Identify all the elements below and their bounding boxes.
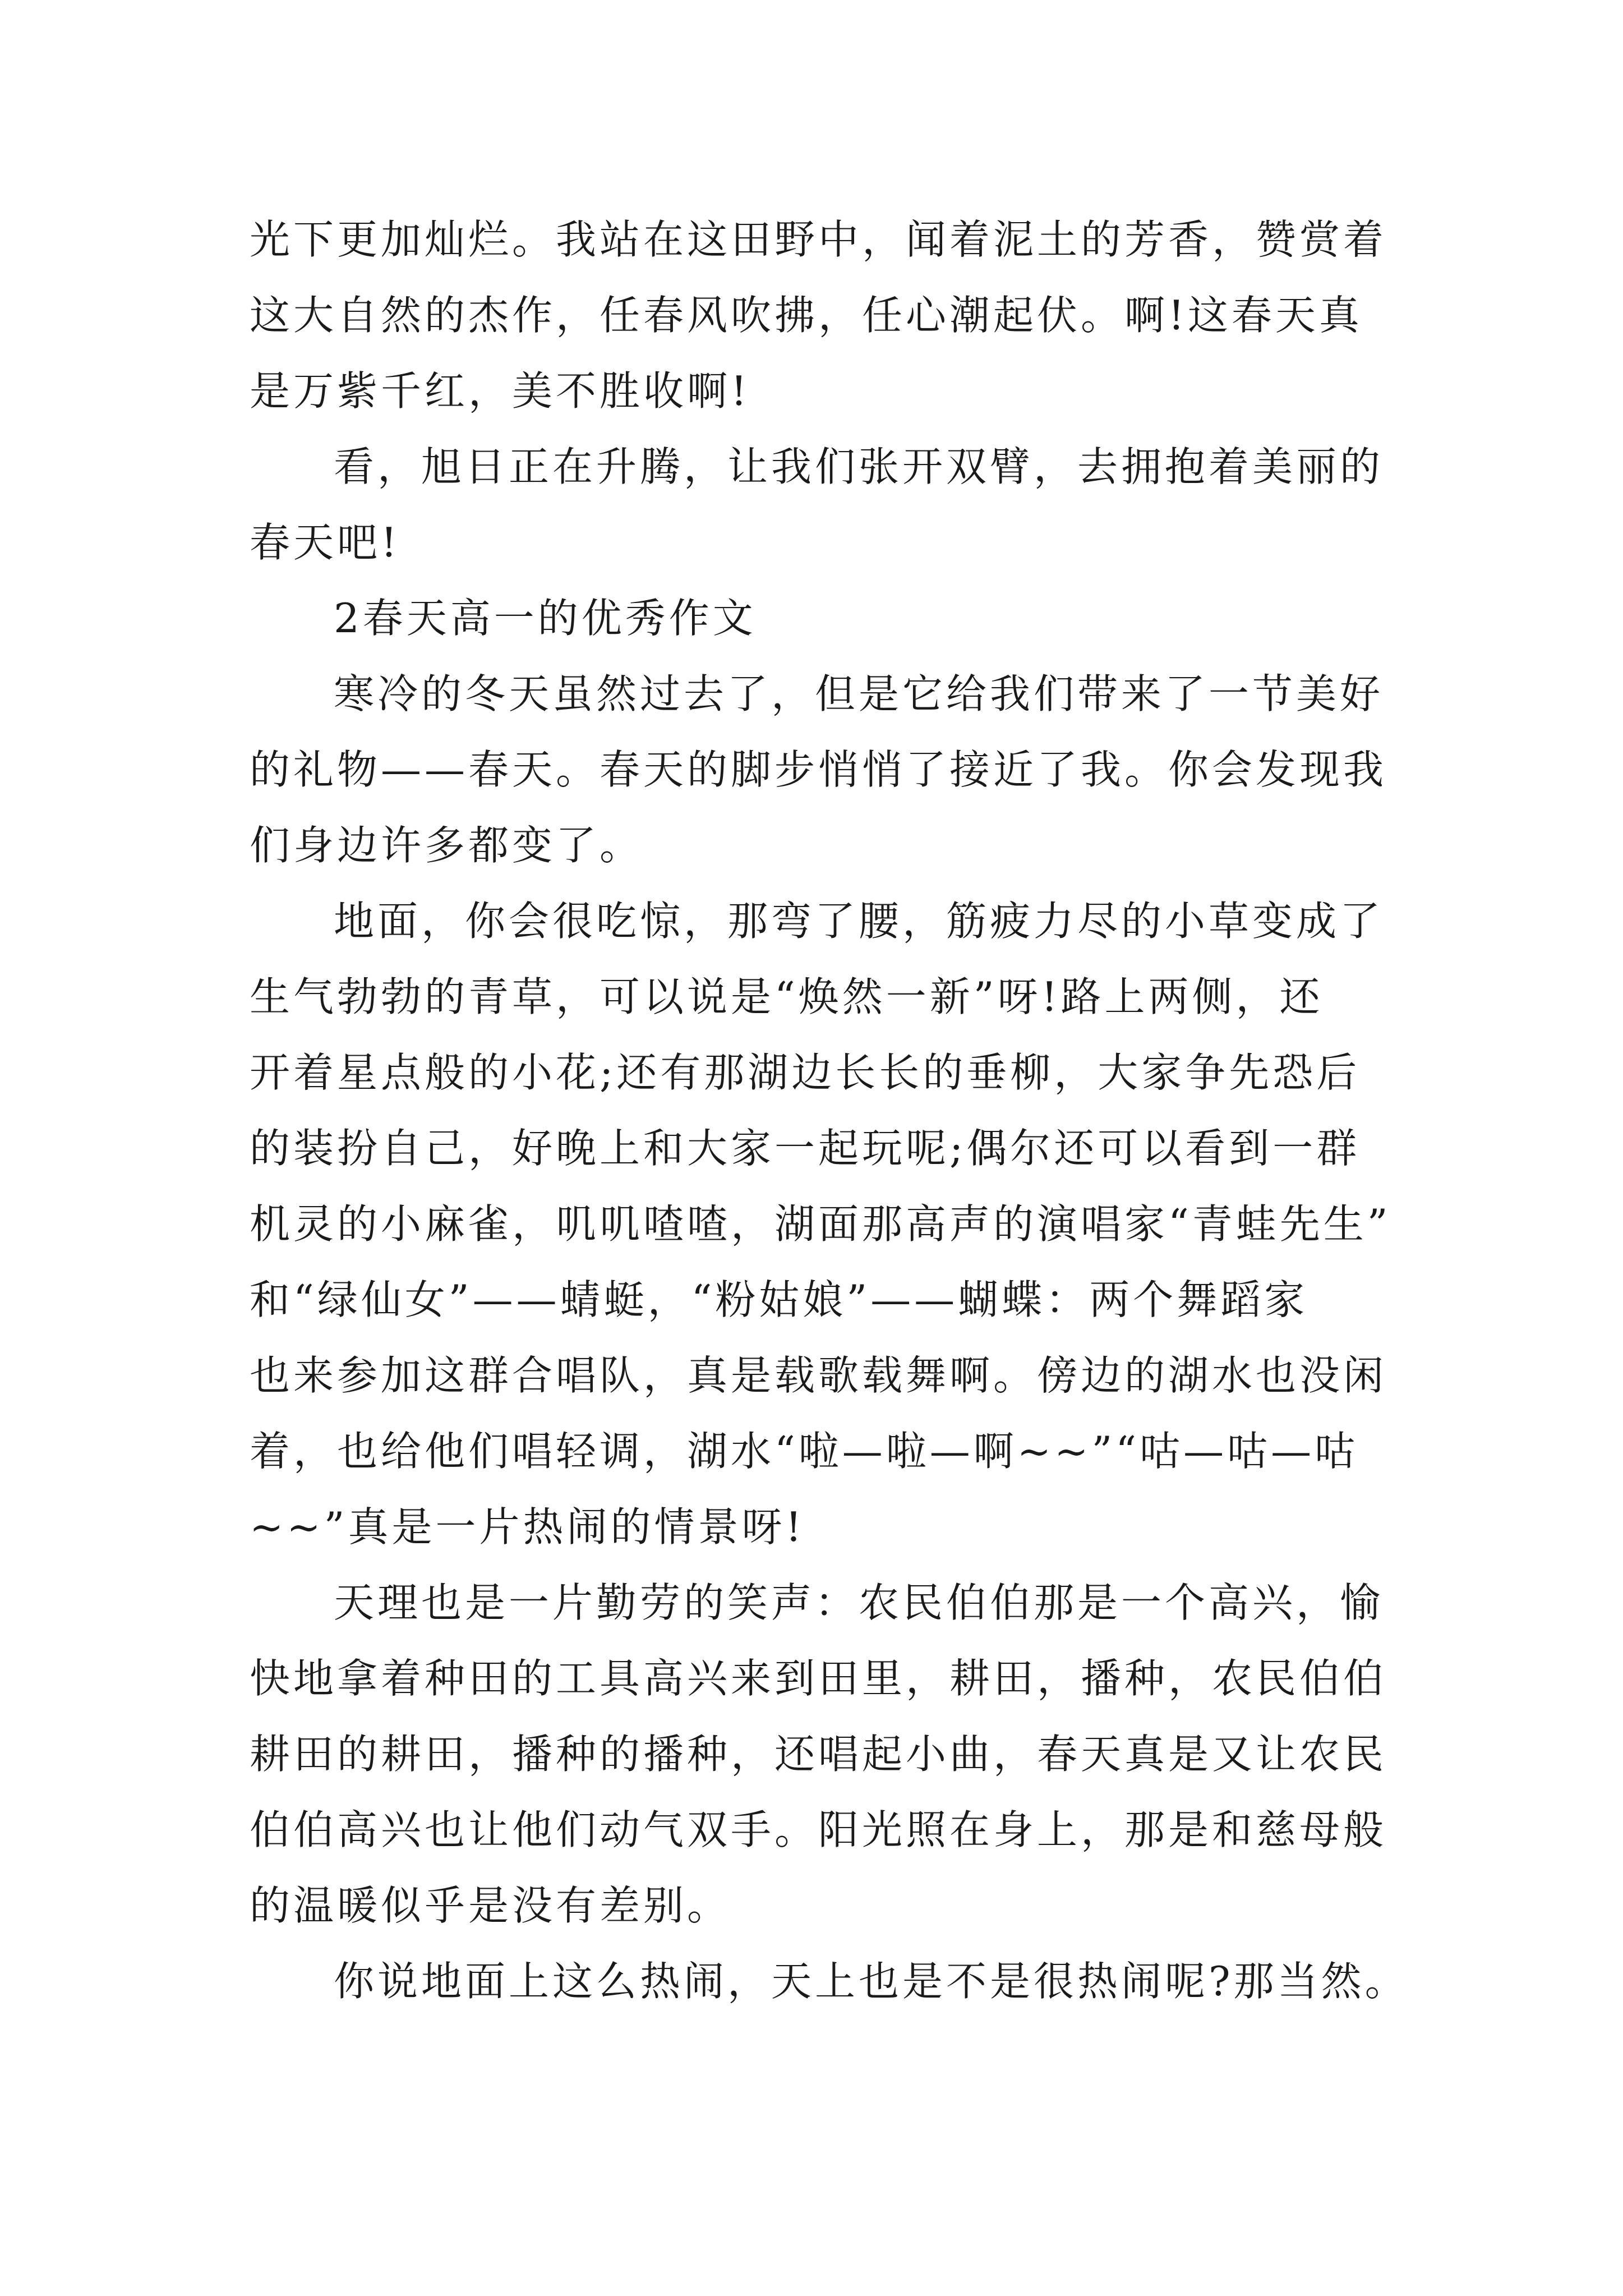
paragraph xyxy=(250,202,1399,429)
text-line: 机灵的小麻雀，叽叽喳喳，湖面那高声的演唱家“青蛙先生” xyxy=(250,1200,1391,1248)
text-line: 的温暖似乎是没有差别。 xyxy=(250,1882,731,1929)
text-line: 和“绿仙女”——蜻蜓，“粉姑娘”——蝴蝶：两个舞蹈家 xyxy=(250,1276,1308,1323)
text-line: 你说地面上这么热闹，天上也是不是很热闹呢?那当然。 xyxy=(334,1958,1409,2005)
section-heading xyxy=(250,581,1399,656)
paragraph xyxy=(250,656,1399,884)
paragraph xyxy=(250,1565,1399,1944)
text-line: 的装扮自己，好晚上和大家一起玩呢;偶尔还可以看到一群 xyxy=(250,1125,1361,1172)
paragraph xyxy=(250,884,1399,1565)
text-line: 春天吧! xyxy=(250,519,400,566)
text-line: 伯伯高兴也让他们动气双手。阳光照在身上，那是和慈母般 xyxy=(250,1806,1387,1853)
text-line: 是万紫千红，美不胜收啊! xyxy=(250,367,750,415)
text-line: 们身边许多都变了。 xyxy=(250,822,644,869)
text-line: 寒冷的冬天虽然过去了，但是它给我们带来了一节美好 xyxy=(334,670,1384,717)
text-line: 地面，你会很吃惊，那弯了腰，筋疲力尽的小草变成了 xyxy=(334,898,1384,945)
text-line: 也来参加这群合唱队，真是载歌载舞啊。傍边的湖水也没闲 xyxy=(250,1352,1387,1399)
paragraph xyxy=(250,1944,1409,2019)
text-line: 这大自然的杰作，任春风吹拂，任心潮起伏。啊!这春天真 xyxy=(250,292,1363,339)
paragraph xyxy=(250,429,1399,581)
heading-line: 2春天高一的优秀作文 xyxy=(334,595,757,642)
text-line: 快地拿着种田的工具高兴来到田里，耕田，播种，农民伯伯 xyxy=(250,1655,1387,1702)
text-line: 看，旭日正在升腾，让我们张开双臂，去拥抱着美丽的 xyxy=(334,443,1384,490)
text-line: 开着星点般的小花;还有那湖边长长的垂柳，大家争先恐后 xyxy=(250,1049,1361,1096)
text-line: 生气勃勃的青草，可以说是“焕然一新”呀!路上两侧，还 xyxy=(250,973,1324,1020)
text-line: ~~”真是一片热闹的情景呀! xyxy=(250,1503,805,1550)
document-body xyxy=(250,202,1409,2019)
text-line: 的礼物——春天。春天的脚步悄悄了接近了我。你会发现我 xyxy=(250,746,1387,793)
text-line: 天理也是一片勤劳的笑声：农民伯伯那是一个高兴，愉 xyxy=(334,1579,1384,1626)
text-line: 耕田的耕田，播种的播种，还唱起小曲，春天真是又让农民 xyxy=(250,1731,1387,1778)
text-line: 着，也给他们唱轻调，湖水“啦—啦—啊~~”“咕—咕—咕 xyxy=(250,1428,1359,1475)
text-line: 光下更加灿烂。我站在这田野中，闻着泥土的芳香，赞赏着 xyxy=(250,216,1387,263)
